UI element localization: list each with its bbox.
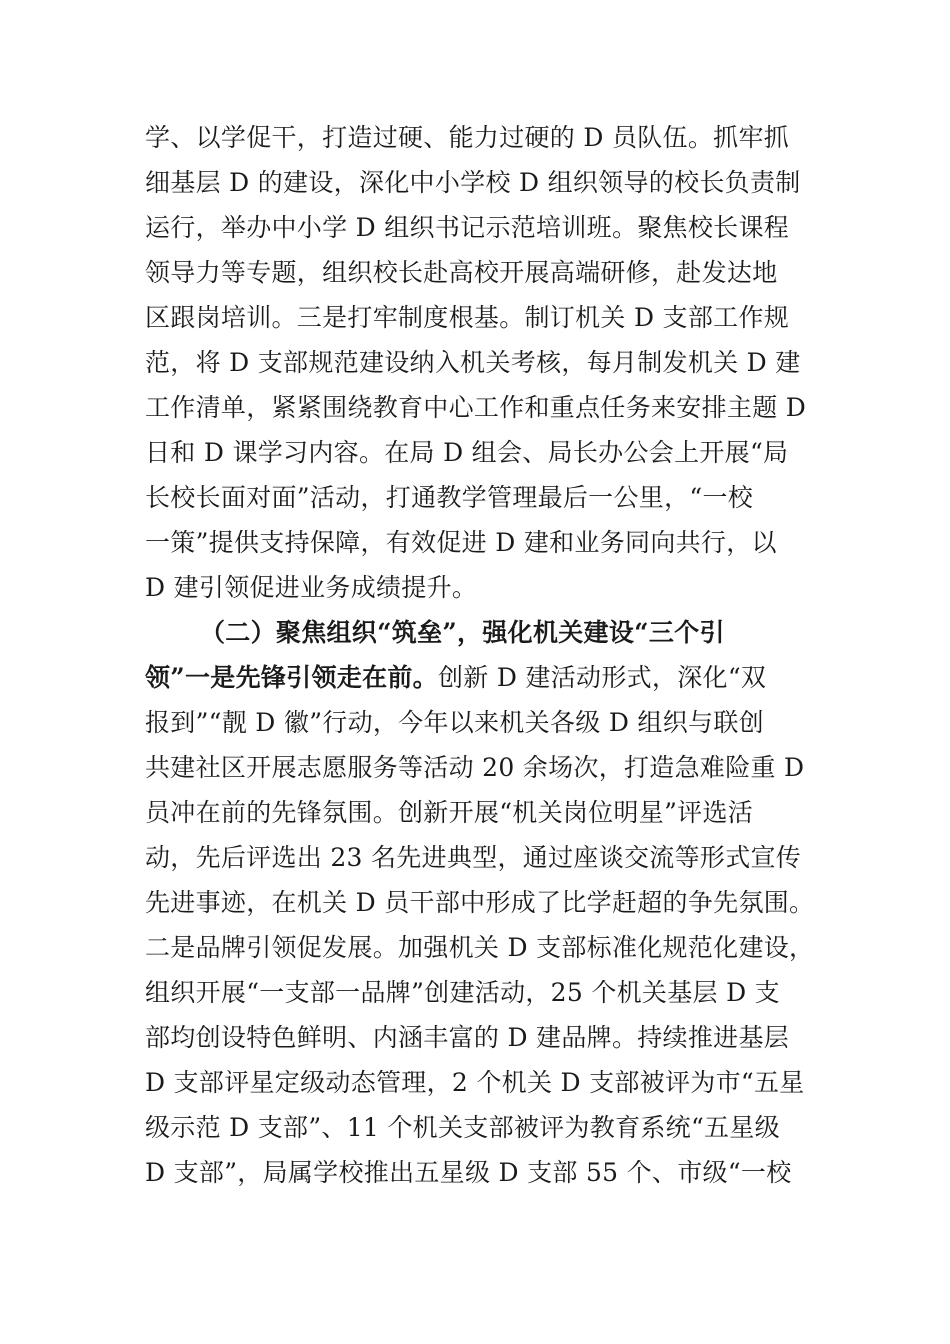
text-line: 部均创设特色鲜明、内涵丰富的 D 建品牌。持续推进基层 bbox=[145, 1023, 790, 1052]
text-line: 细基层 D 的建设，深化中小学校 D 组织领导的校长负责制 bbox=[145, 168, 801, 197]
text-line: 先进事迹，在机关 D 员干部中形成了比学赶超的争先氛围。 bbox=[145, 888, 815, 917]
text-line-mixed bbox=[145, 663, 766, 693]
text-line: 报到”“靓 D 徽”行动，今年以来机关各级 D 组织与联创 bbox=[145, 708, 764, 737]
text-line: 员冲在前的先锋氛围。创新开展“机关岗位明星”评选活 bbox=[145, 798, 754, 827]
text-line: 范，将 D 支部规范建设纳入机关考核，每月制发机关 D 建 bbox=[145, 348, 801, 377]
section-heading-line: （二）聚焦组织“筑垒”，强化机关建设“三个引 bbox=[200, 618, 725, 647]
text-line: 长校长面对面”活动，打通教学管理最后一公里，“一校 bbox=[145, 483, 754, 512]
text-line: 二是品牌引领促发展。加强机关 D 支部标准化规范化建设， bbox=[145, 933, 815, 962]
text-line: 日和 D 课学习内容。在局 D 组会、局长办公会上开展“局 bbox=[145, 438, 789, 467]
text-line: 共建社区开展志愿服务等活动 20 余场次，打造急难险重 D bbox=[145, 753, 805, 782]
text-line: 级示范 D 支部”、11 个机关支部被评为教育系统“五星级 bbox=[145, 1113, 780, 1142]
section-heading-tail: 领”一是先锋引领走在前。 bbox=[145, 663, 438, 692]
text-line: D 建引领促进业务成绩提升。 bbox=[145, 573, 478, 602]
text-line: 动，先后评选出 23 名先进典型，通过座谈交流等形式宣传 bbox=[145, 843, 802, 872]
text-line: 工作清单，紧紧围绕教育中心工作和重点任务来安排主题 D bbox=[145, 393, 807, 422]
text-line: D 支部评星定级动态管理，2 个机关 D 支部被评为市“五星 bbox=[145, 1068, 805, 1097]
text-line: 组织开展“一支部一品牌”创建活动，25 个机关基层 D 支 bbox=[145, 978, 780, 1007]
text-line: 一策”提供支持保障，有效促进 D 建和业务同向共行，以 bbox=[145, 528, 777, 557]
text-line: 学、以学促干，打造过硬、能力过硬的 D 员队伍。抓牢抓 bbox=[145, 123, 790, 152]
text-line: D 支部”，局属学校推出五星级 D 支部 55 个、市级“一校 bbox=[145, 1158, 792, 1187]
text-line: 运行，举办中小学 D 组织书记示范培训班。聚焦校长课程 bbox=[145, 213, 790, 242]
text-line-tail: 创新 D 建活动形式，深化“双 bbox=[437, 663, 767, 692]
text-line: 领导力等专题，组织校长赴高校开展高端研修，赴发达地 bbox=[145, 258, 778, 287]
text-line: 区跟岗培训。三是打牢制度根基。制订机关 D 支部工作规 bbox=[145, 303, 790, 332]
